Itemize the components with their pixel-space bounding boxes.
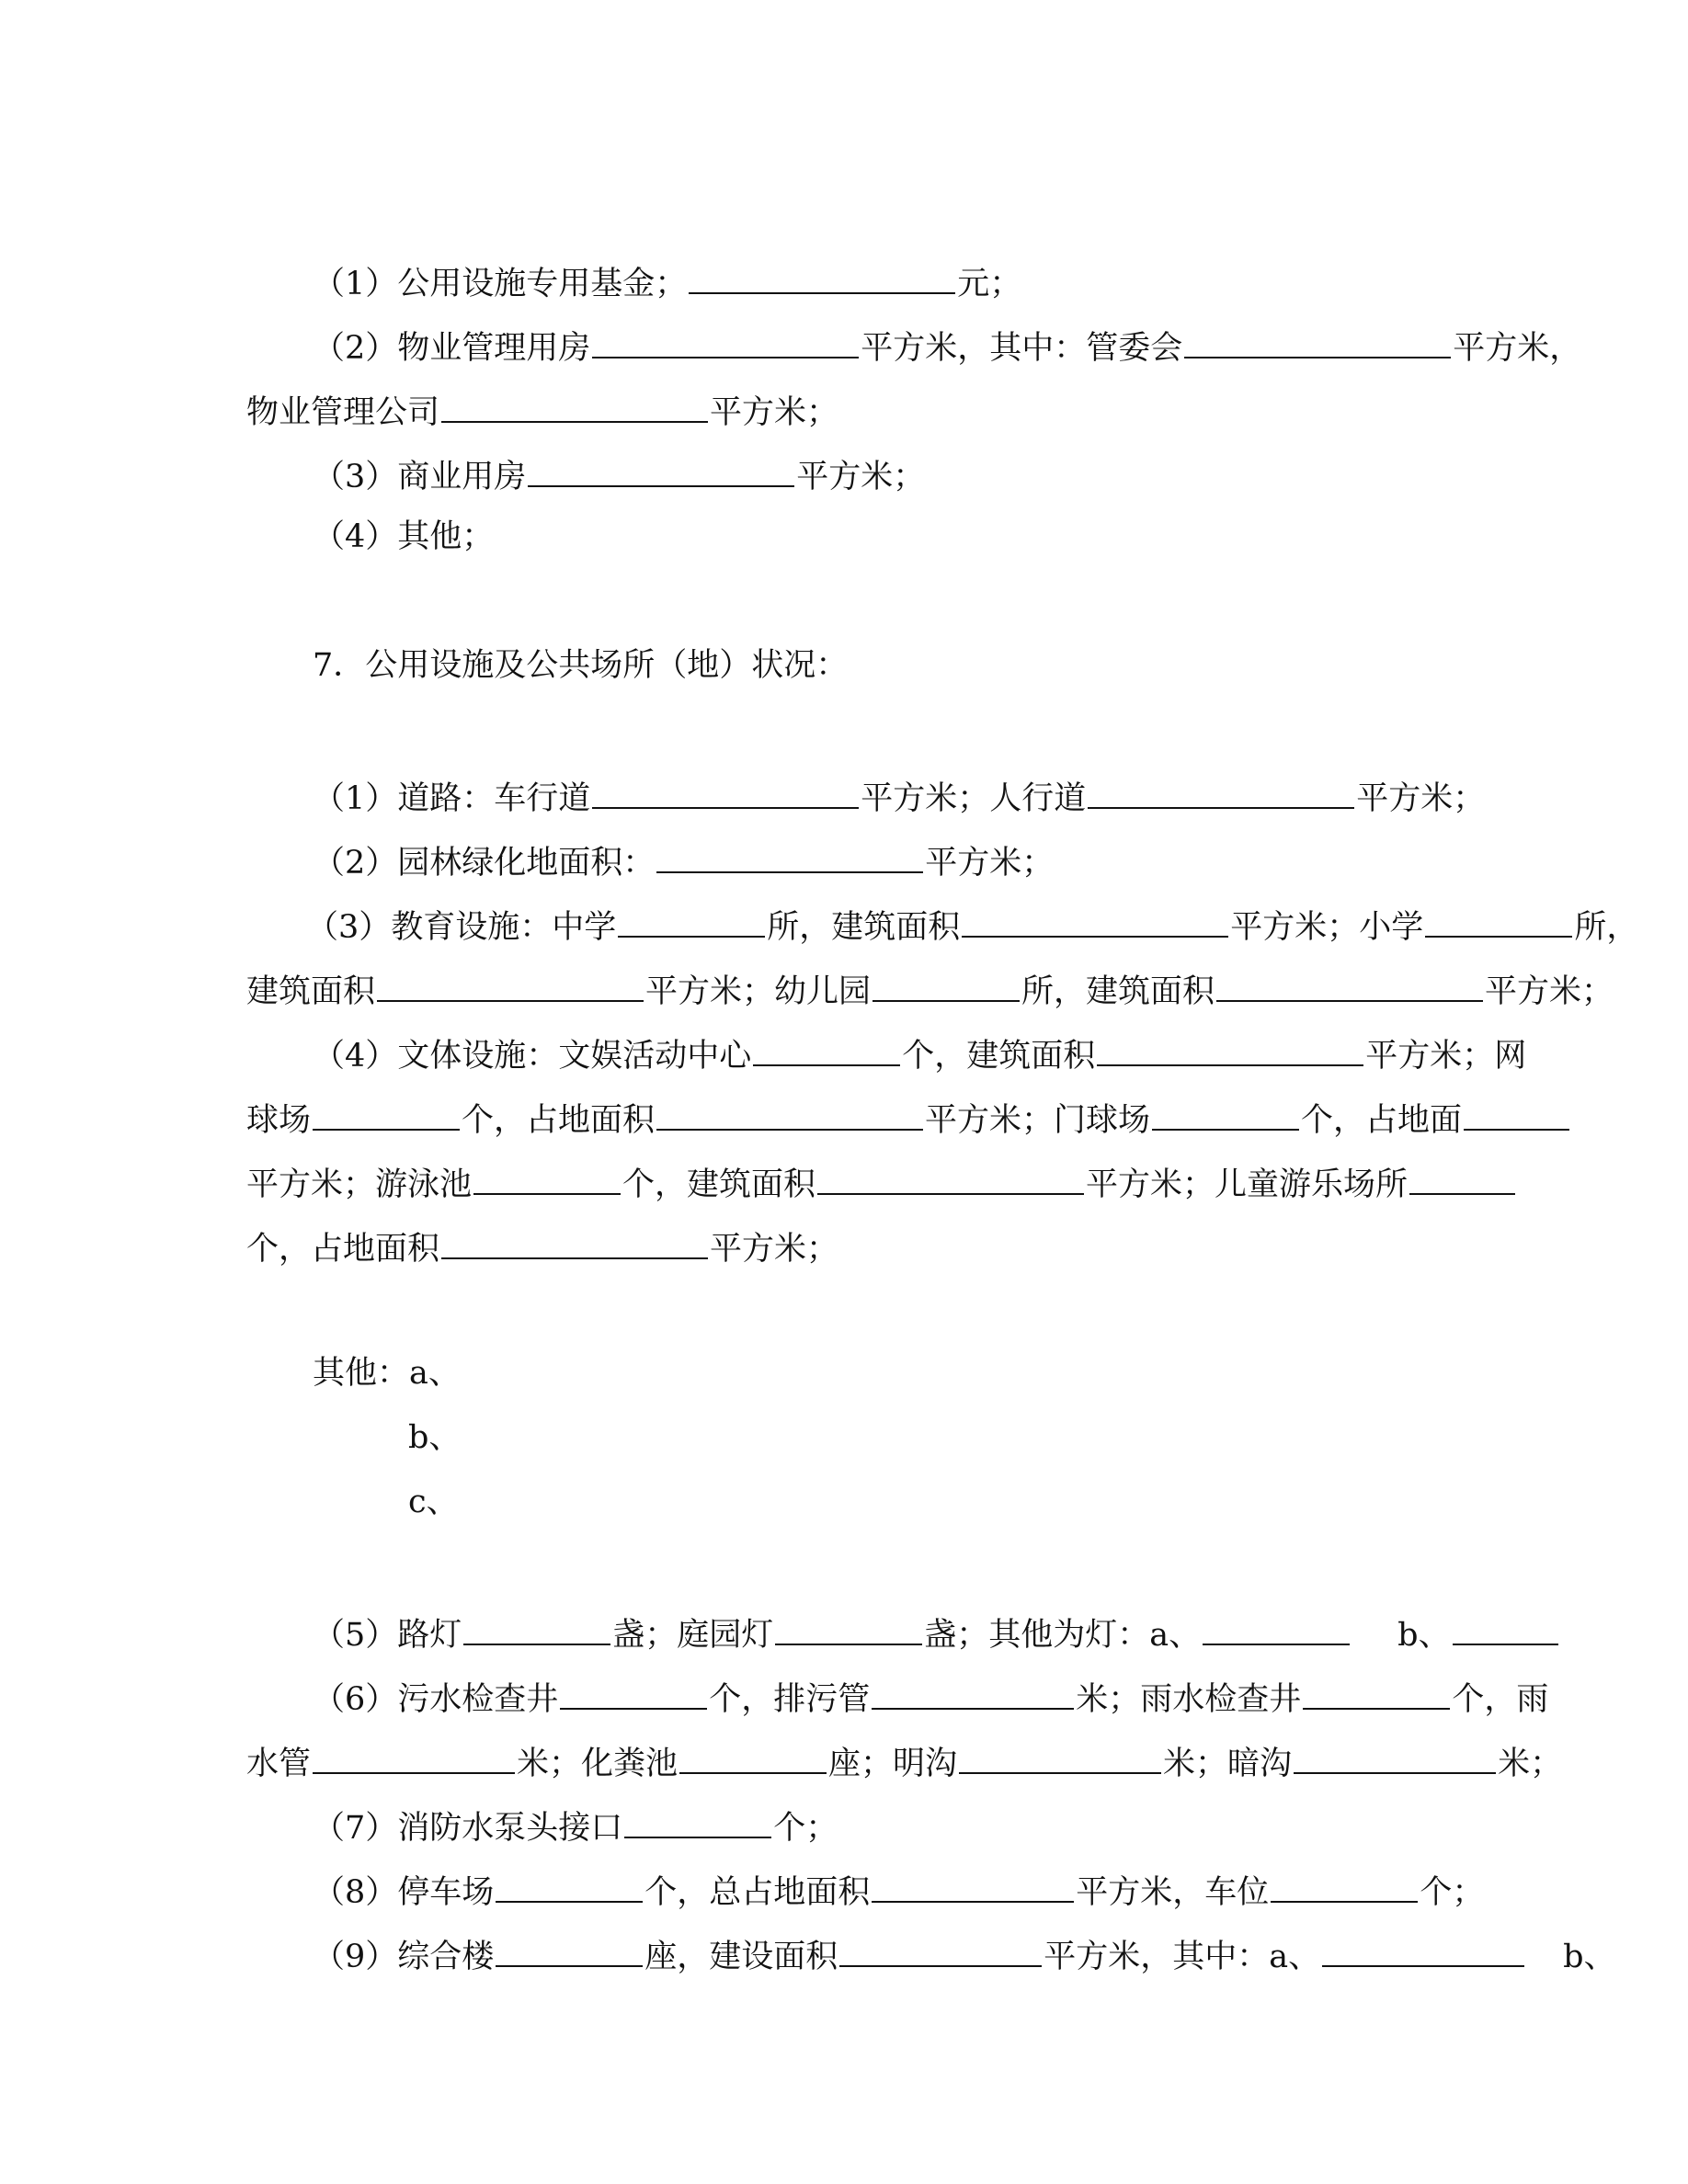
blank-field[interactable]: [473, 1160, 621, 1195]
label: （1）公用设施专用基金；: [313, 266, 688, 302]
blank-field[interactable]: [441, 1224, 708, 1259]
item-other: （4）其他；: [313, 518, 495, 555]
blank-field[interactable]: [872, 1675, 1074, 1710]
item-roads: （1）道路：车行道 平方米；人行道 平方米；: [313, 774, 1485, 819]
blank-field[interactable]: [1464, 1096, 1569, 1131]
blank-field[interactable]: [1152, 1096, 1299, 1131]
blank-field[interactable]: [775, 1610, 922, 1645]
item-green: （2）园林绿化地面积： 平方米；: [313, 838, 1054, 883]
blank-field[interactable]: [679, 1739, 827, 1774]
item-sports-cont3: 个，占地面积 平方米；: [246, 1224, 838, 1269]
blank-field[interactable]: [560, 1675, 707, 1710]
blank-field[interactable]: [1216, 967, 1483, 1002]
others-a: 其他：a、: [313, 1355, 461, 1392]
blank-field[interactable]: [1409, 1160, 1515, 1195]
blank-field[interactable]: [496, 1932, 643, 1967]
item-sports-cont2: 平方米；游泳池 个，建筑面积 平方米；儿童游乐场所: [246, 1160, 1517, 1205]
item-property-office-cont: 物业管理公司 平方米；: [246, 388, 838, 433]
item-drainage-cont: 水管 米；化粪池 座；明沟 米；暗沟 米；: [246, 1739, 1562, 1784]
blank-field[interactable]: [592, 774, 859, 809]
item-education: （3）教育设施：中学 所，建筑面积 平方米；小学 所，: [306, 903, 1638, 948]
blank-field[interactable]: [313, 1096, 460, 1131]
blank-field[interactable]: [1184, 324, 1451, 358]
blank-field[interactable]: [463, 1610, 610, 1645]
blank-field[interactable]: [656, 838, 923, 873]
blank-field[interactable]: [839, 1932, 1042, 1967]
item-fire-pump: （7）消防水泵头接口 个；: [313, 1803, 838, 1848]
blank-field[interactable]: [959, 1739, 1161, 1774]
blank-field[interactable]: [656, 1096, 923, 1131]
blank-field[interactable]: [1303, 1675, 1450, 1710]
item-drainage: （6）污水检查井 个，排污管 米；雨水检查井 个，雨: [313, 1675, 1548, 1720]
blank-field[interactable]: [618, 903, 765, 938]
others-b: b、: [408, 1419, 462, 1456]
blank-field[interactable]: [1088, 774, 1354, 809]
blank-field[interactable]: [873, 967, 1020, 1002]
item-sports-cont1: 球场 个，占地面积 平方米；门球场 个，占地面: [246, 1096, 1571, 1141]
blank-field[interactable]: [1453, 1610, 1558, 1645]
blank-field[interactable]: [592, 324, 859, 358]
others-c: c、: [408, 1484, 459, 1520]
blank-field[interactable]: [441, 388, 708, 423]
item-public-fund: （1）公用设施专用基金； 元；: [313, 259, 1021, 304]
item-lights: （5）路灯 盏；庭园灯 盏；其他为灯：a、 b、: [313, 1610, 1560, 1655]
item-sports: （4）文体设施：文娱活动中心 个，建筑面积 平方米；网: [313, 1031, 1526, 1076]
blank-field[interactable]: [377, 967, 644, 1002]
blank-field[interactable]: [1425, 903, 1572, 938]
blank-field[interactable]: [313, 1739, 515, 1774]
blank-field[interactable]: [496, 1868, 643, 1903]
blank-field[interactable]: [624, 1803, 771, 1838]
blank-field[interactable]: [1203, 1610, 1350, 1645]
item-education-cont: 建筑面积 平方米；幼儿园 所，建筑面积 平方米；: [246, 967, 1614, 1012]
blank-field[interactable]: [689, 259, 955, 294]
blank-field[interactable]: [1294, 1739, 1496, 1774]
blank-field[interactable]: [962, 903, 1228, 938]
blank-field[interactable]: [1322, 1932, 1524, 1967]
blank-field[interactable]: [753, 1031, 900, 1066]
item-commercial: （3）商业用房 平方米；: [313, 452, 925, 497]
item-property-office: （2）物业管理用房 平方米，其中：管委会 平方米，: [313, 324, 1581, 369]
blank-field[interactable]: [1271, 1868, 1418, 1903]
blank-field[interactable]: [817, 1160, 1084, 1195]
blank-field[interactable]: [872, 1868, 1074, 1903]
item-parking: （8）停车场 个，总占地面积 平方米，车位 个；: [313, 1868, 1484, 1913]
section-heading: 7．公用设施及公共场所（地）状况：: [313, 647, 849, 684]
item-complex: （9）综合楼 座，建设面积 平方米，其中：a、 b、: [313, 1932, 1616, 1977]
blank-field[interactable]: [1097, 1031, 1363, 1066]
blank-field[interactable]: [528, 452, 794, 487]
